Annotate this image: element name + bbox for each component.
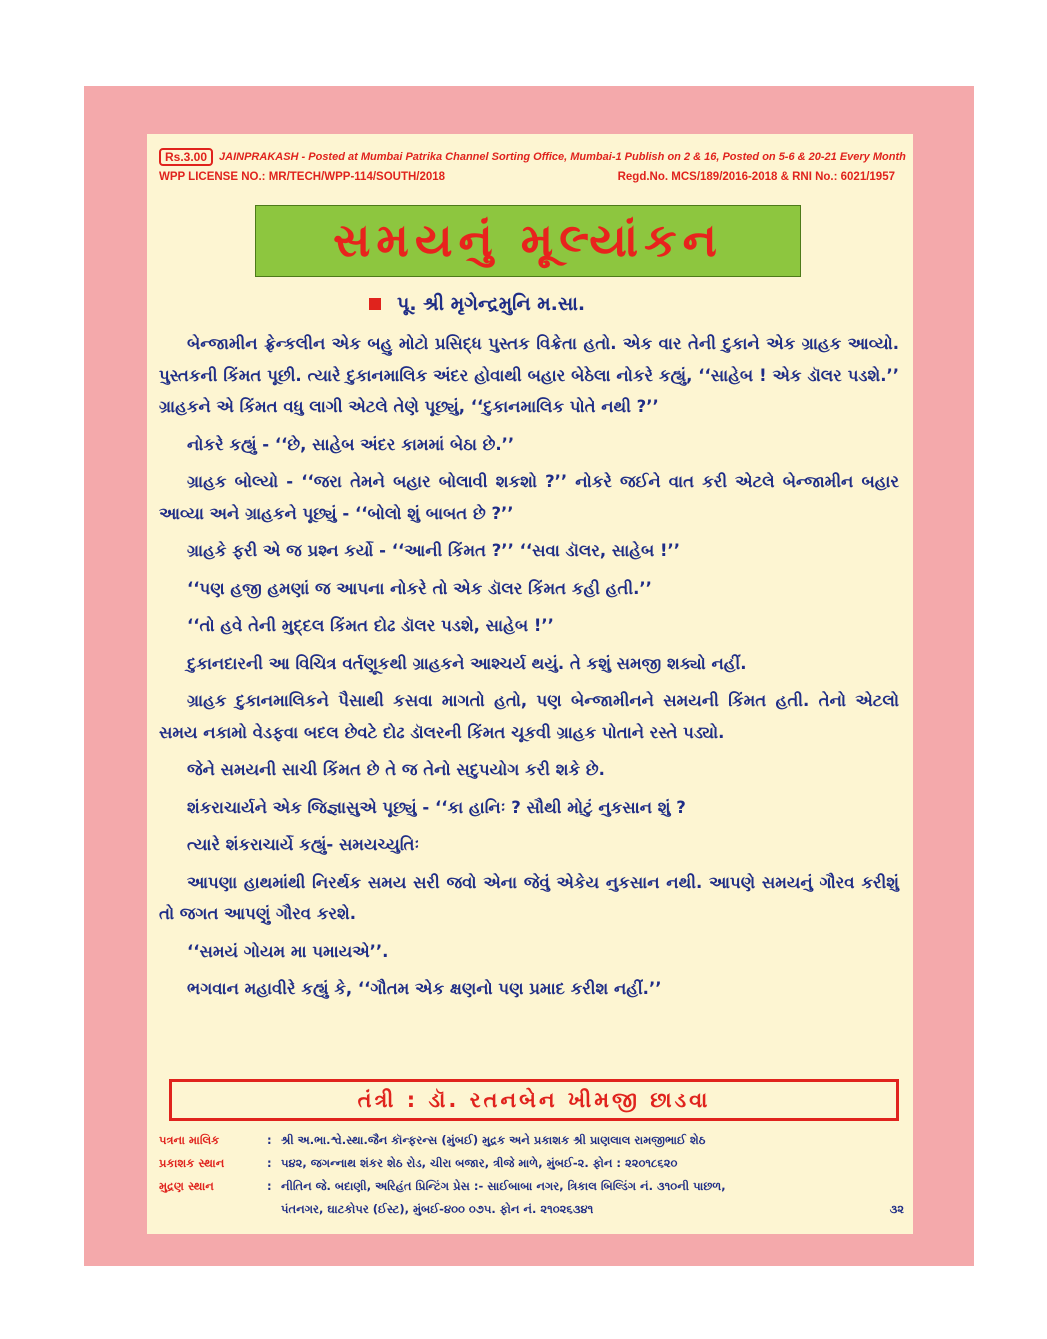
postal-note: JAINPRAKASH - Posted at Mumbai Patrika Channel Sorting Office, Mumbai-1 Publish on 2 & 16, Posted on 5-6 & 20-21 Every Month bbox=[219, 151, 906, 163]
square-bullet-icon bbox=[369, 298, 381, 310]
paragraph: આપણા હાથમાંથી નિરર્થક સમય સરી જવો એના જેવું એકેય નુકસાન નથી. આપણે સમયનું ગૌરવ કરીશું તો જગત આપણું ગૌરવ કરશે. bbox=[159, 872, 899, 923]
article-body bbox=[159, 328, 899, 1011]
paragraph: ભગવાન મહાવીરે કહ્યું કે, ‘‘ગૌતમ એક ક્ષણનો પણ પ્રમાદ કરીશ નહીં.’’ bbox=[187, 979, 662, 998]
registration-number: Regd.No. MCS/189/2016-2018 & RNI No.: 6021/1957 bbox=[617, 171, 895, 183]
footer-value: નીતિન જે. બદાણી, અરિહંત પ્રિન્ટિંગ પ્રેસ :- સાઈબાબા નગર, ત્રિકાલ બિલ્ડિંગ નં. ૩૧૦ની પાછળ, bbox=[281, 1179, 726, 1193]
paragraph: ગ્રાહક દુકાનમાલિકને પૈસાથી કસવા માગતો હતો, પણ બેન્જામીનને સમયની કિંમત હતી. તેનો એટલો સમય નકામો વેડફવા બદલ છેવટે દોઢ ડૉલરની કિંમત ચૂકવી ગ્રાહક પોતાને રસ્તે પડ્યો. bbox=[159, 691, 899, 742]
footer-value: શ્રી અ.ભા.શ્વે.સ્થા.જૈન કૉન્ફરન્સ (મુંબઈ) મુદ્રક અને પ્રકાશક શ્રી પ્રાણલાલ રામજીભાઈ શેઠ bbox=[281, 1133, 706, 1147]
footer-continuation bbox=[159, 1198, 904, 1221]
editor-credit: તંત્રી : ડૉ. રતનબેન ખીમજી છાડવા bbox=[169, 1079, 899, 1121]
paragraph: બેન્જામીન ફ્રેન્કલીન એક બહુ મોટો પ્રસિદ્ધ પુસ્તક વિક્રેતા હતો. એક વાર તેની દુકાને એક ગ્રાહક આવ્યો. પુસ્તકની કિંમત પૂછી. ત્યારે દુકાનમાલિક અંદર હોવાથી બહાર બેઠેલા નોકરે કહ્યું, ‘‘સાહેબ ! એક ડૉલર પડશે.’’ ગ્રાહકને એ કિંમત વધુ લાગી એટલે તેણે પૂછ્યું, ‘‘દુકાનમાલિક પોતે નથી ?’’ bbox=[159, 334, 899, 416]
paragraph: ‘‘પણ હજી હમણાં જ આપના નોકરે તો એક ડૉલર કિંમત કહી હતી.’’ bbox=[187, 578, 652, 598]
paragraph: નોકરે કહ્યું - ‘‘છે, સાહેબ અંદર કામમાં બેઠા છે.’’ bbox=[187, 434, 515, 454]
paragraph: ગ્રાહકે ફરી એ જ પ્રશ્ન કર્યો - ‘‘આની કિંમત ?’’ ‘‘સવા ડૉલર, સાહેબ !’’ bbox=[187, 541, 681, 560]
author-line bbox=[369, 293, 585, 315]
paragraph: જેને સમયની સાચી કિંમત છે તે જ તેનો સદુપયોગ કરી શકે છે. bbox=[187, 760, 605, 779]
footer-label: પ્રકાશક સ્થાન bbox=[159, 1156, 225, 1170]
footer-row: પત્રના માલિક : શ્રી અ.ભા.શ્વે.સ્થા.જૈન કૉન્ફરન્સ (મુંબઈ) મુદ્રક અને પ્રકાશક શ્રી પ્રાણલાલ રામજીભાઈ શેઠ bbox=[159, 1129, 904, 1152]
article-title: સમયનું મૂલ્યાંકન bbox=[333, 213, 723, 267]
paragraph: શંકરાચાર્યને એક જિજ્ઞાસુએ પૂછ્યું - ‘‘કા હાનિઃ ? સૌથી મોટું નુકસાન શું ? bbox=[187, 797, 686, 817]
paragraph: દુકાનદારની આ વિચિત્ર વર્તણૂકથી ગ્રાહકને આશ્ચર્ય થયું. તે કશું સમજી શક્યો નહીં. bbox=[187, 653, 747, 673]
footer-value: ૫૪૨, જગન્નાથ શંકર શેઠ રોડ, ચીરા બજાર, ત્રીજે માળે, મુંબઈ-૨. ફોન : ૨૨૦૧૮૬૨૦ bbox=[281, 1156, 678, 1170]
footer-label: મુદ્રણ સ્થાન bbox=[159, 1179, 214, 1193]
paragraph: ‘‘તો હવે તેની મુદ્દલ કિંમત દોઢ ડૉલર પડશે, સાહેબ !’’ bbox=[187, 616, 554, 635]
magazine-page bbox=[147, 134, 913, 1234]
footer-row: મુદ્રણ સ્થાન : નીતિન જે. બદાણી, અરિહંત પ્રિન્ટિંગ પ્રેસ :- સાઈબાબા નગર, ત્રિકાલ બિલ્ડિંગ નં. ૩૧૦ની પાછળ, bbox=[159, 1175, 904, 1198]
publisher-footer bbox=[159, 1129, 904, 1221]
footer-address-continued: પંતનગર, ઘાટકોપર (ઈસ્ટ), મુંબઈ-૪૦૦ ૦૭૫. ફોન નં. ૨૧૦૨૬૩૪૧ bbox=[281, 1202, 594, 1216]
paragraph: ત્યારે શંકરાચાર્યે કહ્યું- સમયચ્યુતિઃ bbox=[187, 835, 420, 854]
author-name: પૂ. શ્રી મૃગેન્દ્રમુનિ મ.સા. bbox=[397, 293, 586, 315]
footer-row: પ્રકાશક સ્થાન : ૫૪૨, જગન્નાથ શંકર શેઠ રોડ, ચીરા બજાર, ત્રીજે માળે, મુંબઈ-૨. ફોન : ૨૨૦૧૮૬૨૦ bbox=[159, 1152, 904, 1175]
license-number: WPP LICENSE NO.: MR/TECH/WPP-114/SOUTH/2018 bbox=[159, 171, 446, 183]
registration-header bbox=[159, 171, 895, 183]
paragraph: ‘‘સમયં ગોયમ મા પમાયએ’’. bbox=[187, 941, 389, 961]
postal-header bbox=[159, 148, 906, 166]
title-banner bbox=[255, 205, 801, 277]
price-badge: Rs.3.00 bbox=[159, 148, 213, 166]
page-number: ૩૨ bbox=[889, 1202, 904, 1216]
footer-label: પત્રના માલિક bbox=[159, 1133, 220, 1147]
paragraph: ગ્રાહક બોલ્યો - ‘‘જરા તેમને બહાર બોલાવી શકશો ?’’ નોકરે જઈને વાત કરી એટલે બેન્જામીન બહાર આવ્યા અને ગ્રાહકને પૂછ્યું - ‘‘બોલો શું બાબત છે ?’’ bbox=[159, 472, 899, 523]
